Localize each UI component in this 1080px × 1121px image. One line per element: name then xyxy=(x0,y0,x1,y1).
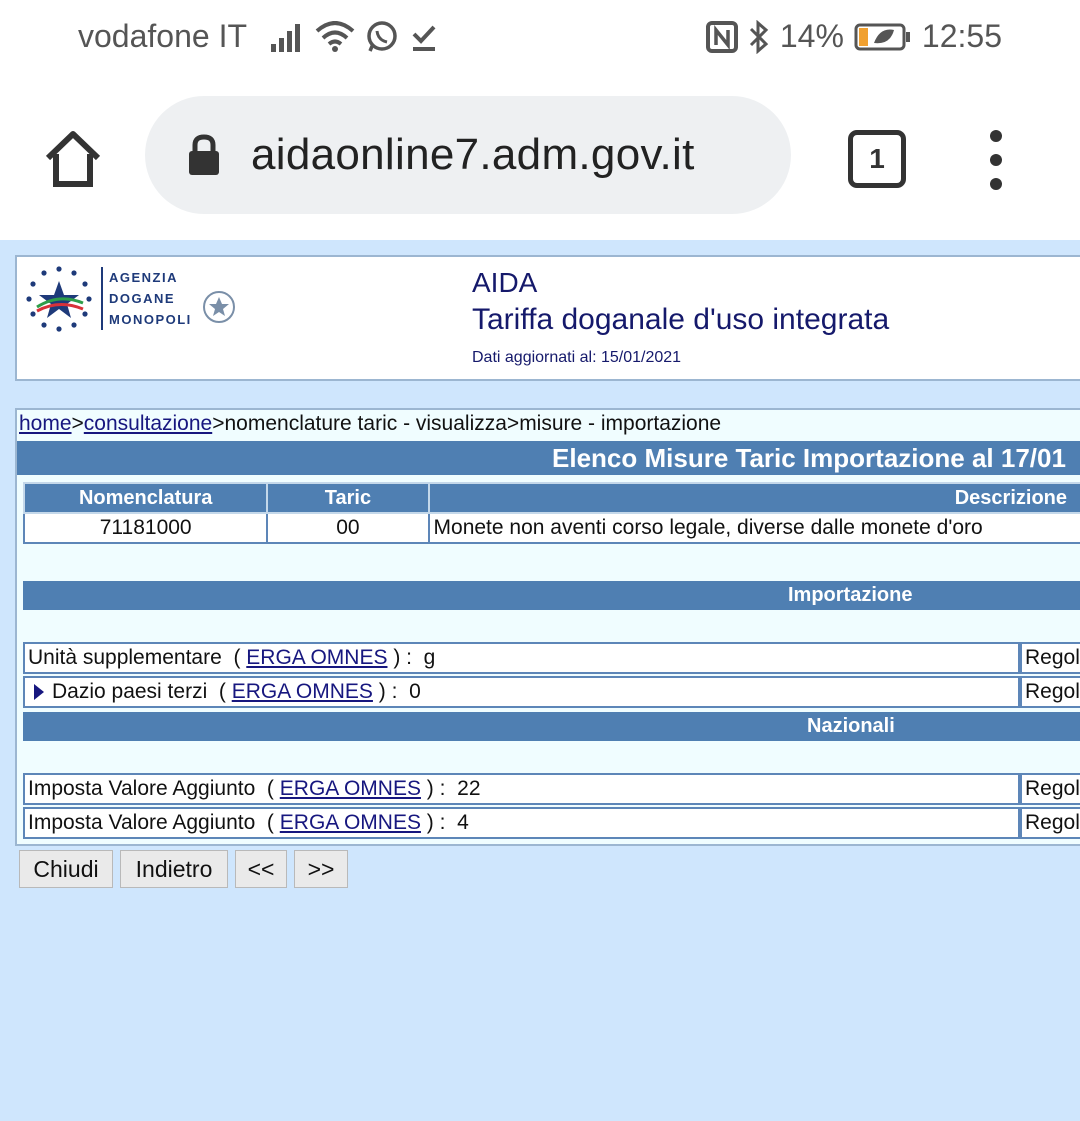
update-date: Dati aggiornati al: 15/01/2021 xyxy=(472,349,682,366)
address-bar[interactable] xyxy=(145,96,791,214)
taric-value: 00 xyxy=(267,513,428,543)
action-buttons xyxy=(19,850,348,888)
nfc-icon xyxy=(706,21,738,53)
regulation-cell[interactable]: Regol xyxy=(1020,807,1080,839)
download-done-icon xyxy=(409,22,439,52)
erga-omnes-link[interactable]: ERGA OMNES xyxy=(279,811,421,834)
breadcrumb-rest: >nomenclature taric - visualizza>misure - importazione xyxy=(212,412,722,435)
next-button[interactable]: >> xyxy=(294,850,348,888)
regulation-cell[interactable]: Regol xyxy=(1020,773,1080,805)
erga-omnes-link[interactable]: ERGA OMNES xyxy=(231,680,373,703)
url-text[interactable]: aidaonline7.adm.gov.it xyxy=(251,130,695,179)
regulation-cell[interactable]: Regol xyxy=(1020,642,1080,674)
site-header xyxy=(15,255,1080,381)
browser-menu-icon[interactable] xyxy=(986,130,1006,190)
republic-emblem-icon xyxy=(201,289,237,325)
expand-triangle-icon[interactable] xyxy=(34,684,44,700)
lock-icon xyxy=(187,134,221,176)
col-header-taric: Taric xyxy=(267,483,428,513)
previous-button[interactable]: << xyxy=(235,850,287,888)
nomenclatura-value: 71181000 xyxy=(24,513,267,543)
web-page xyxy=(0,240,1080,1121)
erga-omnes-link[interactable]: ERGA OMNES xyxy=(246,646,388,669)
battery-icon xyxy=(854,23,912,51)
breadcrumb: home>consultazione>nomenclature taric - visualizza>misure - importazione xyxy=(19,412,722,435)
main-panel xyxy=(15,408,1080,846)
app-subtitle: Tariffa doganale d'uso integrata xyxy=(472,303,890,336)
wifi-icon xyxy=(315,21,355,53)
col-header-nomenclatura: Nomenclatura xyxy=(24,483,267,513)
home-icon[interactable] xyxy=(40,126,106,192)
measure-row: Dazio paesi terzi ( ERGA OMNES ) : 0 Regol xyxy=(23,676,1080,706)
whatsapp-icon xyxy=(365,20,399,54)
page-title: Elenco Misure Taric Importazione al 17/01 xyxy=(552,443,1066,473)
measure-row: Unità supplementare ( ERGA OMNES ) : g Regol xyxy=(23,642,1080,672)
breadcrumb-consultazione-link[interactable]: consultazione xyxy=(83,412,213,435)
tab-switcher-button[interactable]: 1 xyxy=(848,130,906,188)
app-title: AIDA xyxy=(472,267,538,298)
nazionali-section-header: Nazionali xyxy=(23,712,1080,741)
table-row xyxy=(24,513,1080,543)
signal-icon xyxy=(269,22,305,52)
erga-omnes-link[interactable]: ERGA OMNES xyxy=(279,777,421,800)
col-header-descrizione: Descrizione xyxy=(429,483,1080,513)
battery-percent: 14% xyxy=(779,18,844,54)
nomenclature-table xyxy=(23,482,1080,544)
page-title-bar xyxy=(17,441,1080,475)
browser-toolbar xyxy=(0,78,1080,240)
descrizione-value: Monete non aventi corso legale, diverse dalle monete d'oro xyxy=(429,513,1080,543)
status-bar xyxy=(0,0,1080,78)
measure-row: Imposta Valore Aggiunto ( ERGA OMNES ) : 4 Regol xyxy=(23,807,1080,837)
close-button[interactable]: Chiudi xyxy=(19,850,113,888)
clock: 12:55 xyxy=(921,18,1002,54)
breadcrumb-home-link[interactable]: home xyxy=(19,412,72,435)
stars-logo-icon xyxy=(23,263,95,335)
logo-text: AGENZIA DOGANE MONOPOLI xyxy=(101,267,192,330)
carrier-label: vodafone IT xyxy=(78,18,247,54)
back-button[interactable]: Indietro xyxy=(120,850,228,888)
adm-logo xyxy=(23,263,229,339)
bluetooth-icon xyxy=(748,20,770,54)
measure-row: Imposta Valore Aggiunto ( ERGA OMNES ) : 22 Regol xyxy=(23,773,1080,803)
regulation-cell[interactable]: Regol xyxy=(1020,676,1080,708)
importazione-section-header: Importazione xyxy=(23,581,1080,610)
